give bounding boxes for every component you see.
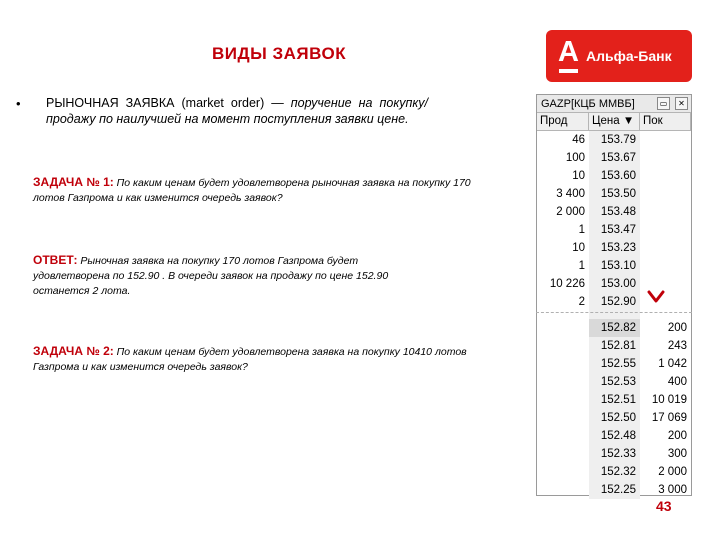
sell-qty: 2 000 bbox=[556, 206, 585, 218]
task-2-text: По каким ценам будет удовлетворена заявка на покупку 10410 лотов Газпрома и как изменится очередь заявок? bbox=[33, 346, 467, 373]
buy-qty: 200 bbox=[667, 322, 687, 334]
sell-row[interactable] bbox=[537, 257, 691, 275]
buy-price: 152.50 bbox=[589, 409, 640, 427]
buy-qty-empty bbox=[640, 257, 691, 275]
sell-price: 153.23 bbox=[589, 239, 640, 257]
sell-qty: 10 bbox=[572, 242, 585, 254]
sell-qty: 100 bbox=[565, 152, 585, 164]
buy-row[interactable] bbox=[537, 445, 691, 463]
buy-qty-empty bbox=[640, 203, 691, 221]
order-book-window bbox=[536, 94, 692, 496]
buy-price: 152.55 bbox=[589, 355, 640, 373]
column-buy[interactable]: Пок bbox=[640, 113, 691, 130]
sell-qty: 46 bbox=[572, 134, 585, 146]
buy-row[interactable] bbox=[537, 337, 691, 355]
buy-qty: 3 000 bbox=[658, 484, 687, 496]
alfa-a-icon: А bbox=[546, 30, 586, 82]
buy-price: 152.32 bbox=[589, 463, 640, 481]
page-number: 43 bbox=[656, 498, 672, 514]
task-1 bbox=[33, 175, 473, 206]
task-1-label: ЗАДАЧА № 1: bbox=[33, 175, 114, 189]
sell-qty-empty bbox=[537, 427, 589, 445]
slide-title: ВИДЫ ЗАЯВОК bbox=[212, 44, 347, 63]
buy-row[interactable] bbox=[537, 355, 691, 373]
sell-qty: 10 bbox=[572, 170, 585, 182]
market-order-definition bbox=[46, 95, 428, 127]
buy-price: 152.82 bbox=[589, 319, 640, 337]
task-2 bbox=[33, 344, 473, 375]
sell-qty-empty bbox=[537, 391, 589, 409]
buy-price: 152.48 bbox=[589, 427, 640, 445]
sell-row[interactable] bbox=[537, 167, 691, 185]
buy-qty: 400 bbox=[667, 376, 687, 388]
sell-row[interactable] bbox=[537, 275, 691, 293]
window-menu-icon[interactable]: ▭ bbox=[657, 97, 670, 110]
sell-qty: 1 bbox=[578, 224, 585, 236]
buy-qty-empty bbox=[640, 167, 691, 185]
buy-row[interactable] bbox=[537, 481, 691, 499]
buy-price: 152.81 bbox=[589, 337, 640, 355]
sell-price: 153.00 bbox=[589, 275, 640, 293]
bullet-english: (market order) — bbox=[174, 96, 291, 110]
sell-row[interactable] bbox=[537, 293, 691, 311]
sell-qty: 10 226 bbox=[549, 278, 585, 290]
sell-row[interactable] bbox=[537, 239, 691, 257]
sell-qty-empty bbox=[537, 337, 589, 355]
order-book-titlebar bbox=[537, 95, 691, 113]
buy-row[interactable] bbox=[537, 427, 691, 445]
sell-price: 153.47 bbox=[589, 221, 640, 239]
sell-price: 153.50 bbox=[589, 185, 640, 203]
sell-price: 152.90 bbox=[589, 293, 640, 311]
buy-queue bbox=[537, 319, 691, 499]
logo-text: Альфа-Банк bbox=[586, 48, 672, 64]
window-close-icon[interactable]: ✕ bbox=[675, 97, 688, 110]
bullet-term: РЫНОЧНАЯ ЗАЯВКА bbox=[46, 96, 175, 110]
sell-price: 153.67 bbox=[589, 149, 640, 167]
buy-row[interactable] bbox=[537, 373, 691, 391]
task-1-text: По каким ценам будет удовлетворена рыночная заявка на покупку 170 лотов Газпрома и как изменится очередь заявок? bbox=[33, 177, 471, 204]
sell-price: 153.79 bbox=[589, 131, 640, 149]
sell-qty-empty bbox=[537, 409, 589, 427]
sell-row[interactable] bbox=[537, 221, 691, 239]
buy-price: 152.25 bbox=[589, 481, 640, 499]
sell-queue bbox=[537, 131, 691, 311]
buy-price: 152.33 bbox=[589, 445, 640, 463]
order-book-header bbox=[537, 113, 691, 131]
order-book-title: GAZP[КЦБ ММВБ] bbox=[541, 97, 635, 110]
buy-qty: 200 bbox=[667, 430, 687, 442]
buy-row[interactable] bbox=[537, 319, 691, 337]
sell-qty: 2 bbox=[578, 296, 585, 308]
column-price[interactable]: Цена ▼ bbox=[589, 113, 640, 130]
sell-price: 153.60 bbox=[589, 167, 640, 185]
buy-row[interactable] bbox=[537, 409, 691, 427]
task-2-label: ЗАДАЧА № 2: bbox=[33, 344, 114, 358]
sell-qty-empty bbox=[537, 481, 589, 499]
sell-qty-empty bbox=[537, 463, 589, 481]
buy-qty: 300 bbox=[667, 448, 687, 460]
answer-text: Рыночная заявка на покупку 170 лотов Газпрома будет удовлетворена по 152.90 . В очереди заявок на продажу по цене 152.90 останется 2 лота. bbox=[33, 255, 389, 297]
buy-price: 152.51 bbox=[589, 391, 640, 409]
sell-qty-empty bbox=[537, 355, 589, 373]
sell-qty-empty bbox=[537, 445, 589, 463]
sell-row[interactable] bbox=[537, 149, 691, 167]
spread-divider bbox=[536, 312, 692, 313]
answer bbox=[33, 253, 405, 299]
column-sell[interactable]: Прод bbox=[537, 113, 589, 130]
buy-qty: 1 042 bbox=[658, 358, 687, 370]
bullet-definition: поручение на покупку/продажу по наилучшей на момент поступления заявки цене. bbox=[46, 96, 428, 126]
sell-row[interactable] bbox=[537, 185, 691, 203]
sell-row[interactable] bbox=[537, 131, 691, 149]
buy-row[interactable] bbox=[537, 391, 691, 409]
buy-qty: 2 000 bbox=[658, 466, 687, 478]
buy-qty-empty bbox=[640, 149, 691, 167]
answer-label: ОТВЕТ: bbox=[33, 253, 78, 267]
buy-qty-empty bbox=[640, 239, 691, 257]
sell-qty-empty bbox=[537, 373, 589, 391]
buy-qty-empty bbox=[640, 185, 691, 203]
bullet-marker: • bbox=[16, 96, 21, 111]
alfa-bank-logo bbox=[546, 30, 692, 82]
buy-qty-empty bbox=[640, 221, 691, 239]
sell-price: 153.10 bbox=[589, 257, 640, 275]
sell-qty: 1 bbox=[578, 260, 585, 272]
buy-price: 152.53 bbox=[589, 373, 640, 391]
buy-qty: 243 bbox=[667, 340, 687, 352]
sell-qty-empty bbox=[537, 319, 589, 337]
red-check-mark-icon bbox=[647, 290, 665, 304]
sell-qty: 3 400 bbox=[556, 188, 585, 200]
buy-qty: 10 019 bbox=[651, 394, 687, 406]
sell-price: 153.48 bbox=[589, 203, 640, 221]
buy-qty-empty bbox=[640, 131, 691, 149]
buy-qty: 17 069 bbox=[651, 412, 687, 424]
buy-row[interactable] bbox=[537, 463, 691, 481]
sell-row[interactable] bbox=[537, 203, 691, 221]
